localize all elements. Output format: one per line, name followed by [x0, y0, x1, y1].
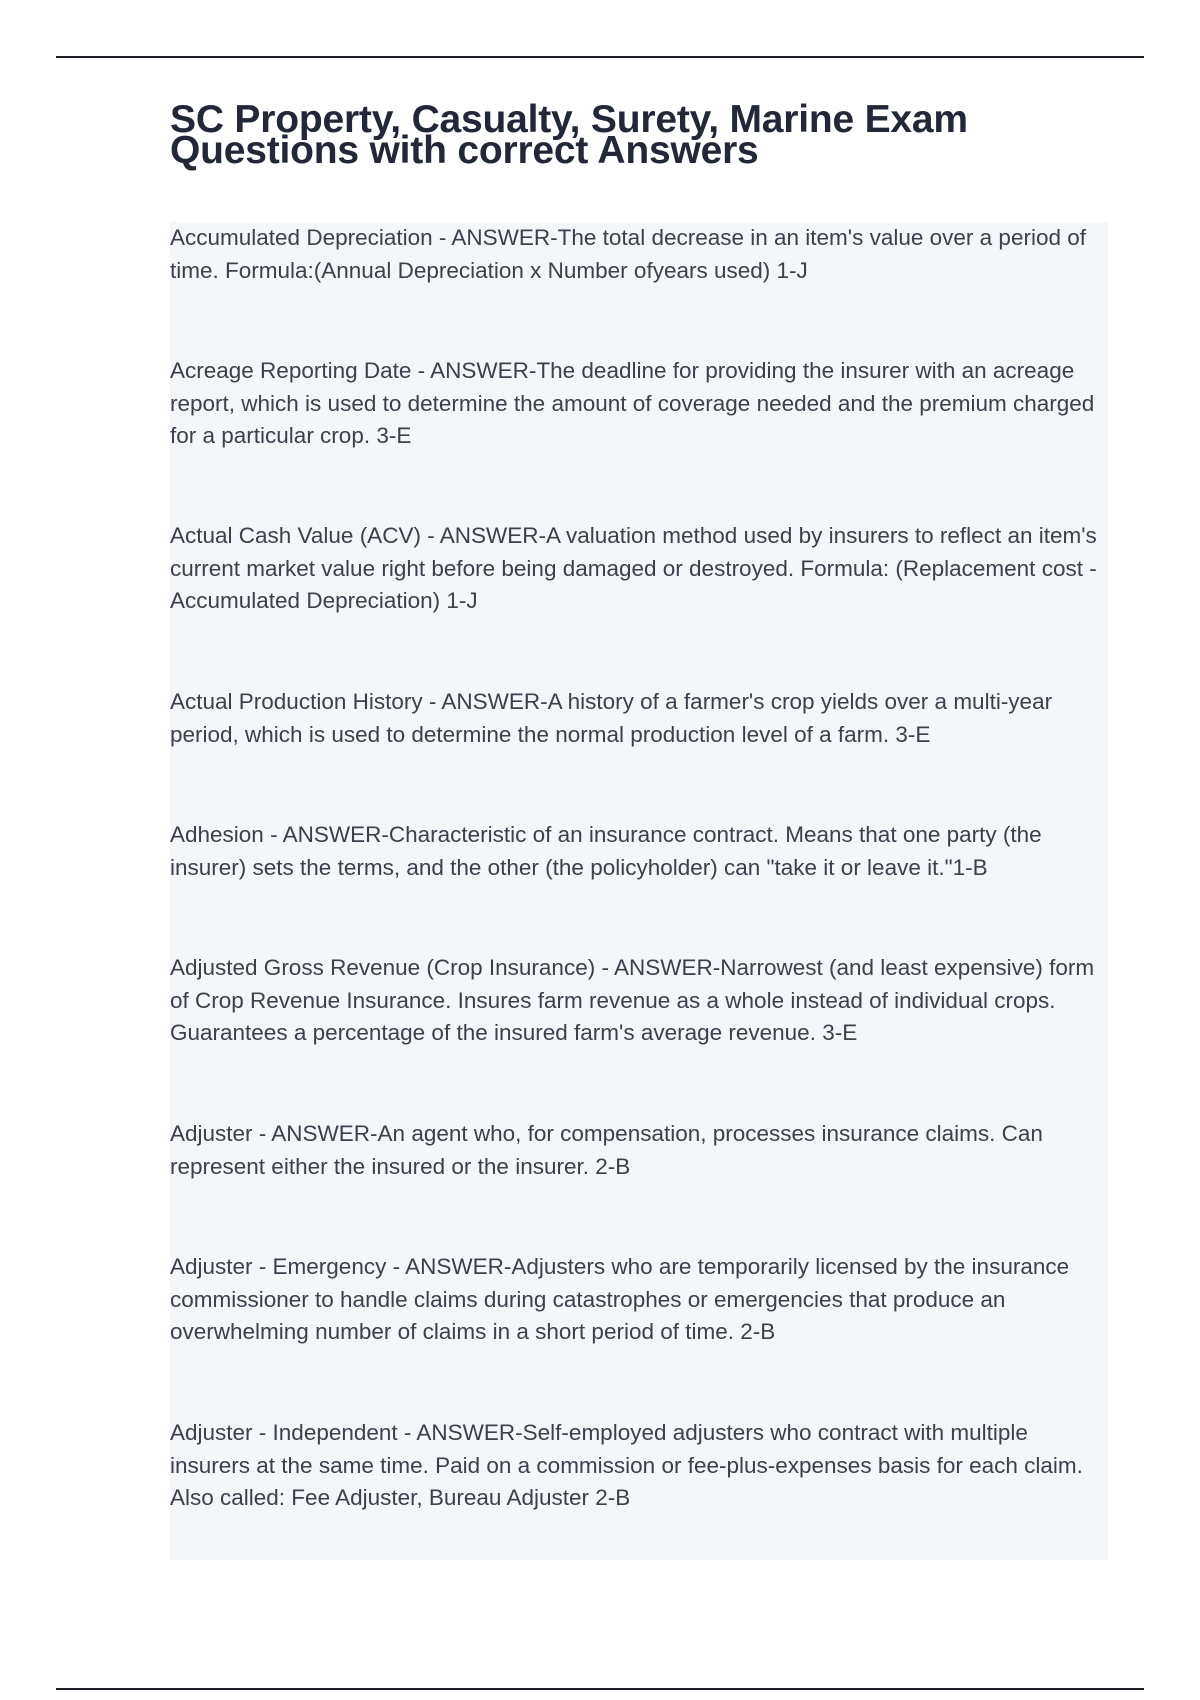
definition-entry: Actual Cash Value (ACV) - ANSWER-A valuation method used by insurers to reflect an item's current market value right before being damaged or destroyed. Formula: (Replacement cost - Accumulated Depreciation) 1-J	[170, 523, 1097, 613]
definition-entry: Adjuster - Independent - ANSWER-Self-employed adjusters who contract with multiple insurers at the same time. Paid on a commission or fee-plus-expenses basis for each claim. Also called: Fee Adjuster, Bureau Adjuster 2-B	[170, 1420, 1083, 1510]
definition-entry: Actual Production History - ANSWER-A history of a farmer's crop yields over a multi-year period, which is used to determine the normal production level of a farm. 3-E	[170, 689, 1053, 747]
header-rule	[56, 56, 1144, 58]
definitions-list	[170, 222, 1108, 1560]
definition-entry: Adjuster - ANSWER-An agent who, for compensation, processes insurance claims. Can represent either the insured or the insurer. 2-B	[170, 1121, 1043, 1179]
definition-entry: Adhesion - ANSWER-Characteristic of an insurance contract. Means that one party (the insurer) sets the terms, and the other (the policyholder) can "take it or leave it."1-B	[170, 822, 1042, 880]
footer-rule	[56, 1688, 1144, 1690]
definition-entry: Adjusted Gross Revenue (Crop Insurance) - ANSWER-Narrowest (and least expensive) form of Crop Revenue Insurance. Insures farm revenue as a whole instead of individual crops. Guarantees a percentage of the insured farm's average revenue. 3-E	[170, 955, 1095, 1045]
definition-entry: Accumulated Depreciation - ANSWER-The total decrease in an item's value over a period of time. Formula:(Annual Depreciation x Number ofyears used) 1-J	[170, 225, 1086, 283]
document-title: SC Property, Casualty, Surety, Marine Exam Questions with correct Answers	[170, 98, 968, 172]
definition-entry: Acreage Reporting Date - ANSWER-The deadline for providing the insurer with an acreage report, which is used to determine the amount of coverage needed and the premium charged for a particular crop. 3-E	[170, 358, 1095, 448]
definition-entry: Adjuster - Emergency - ANSWER-Adjusters who are temporarily licensed by the insurance commissioner to handle claims during catastrophes or emergencies that produce an overwhelming number of claims in a short period of time. 2-B	[170, 1254, 1070, 1344]
